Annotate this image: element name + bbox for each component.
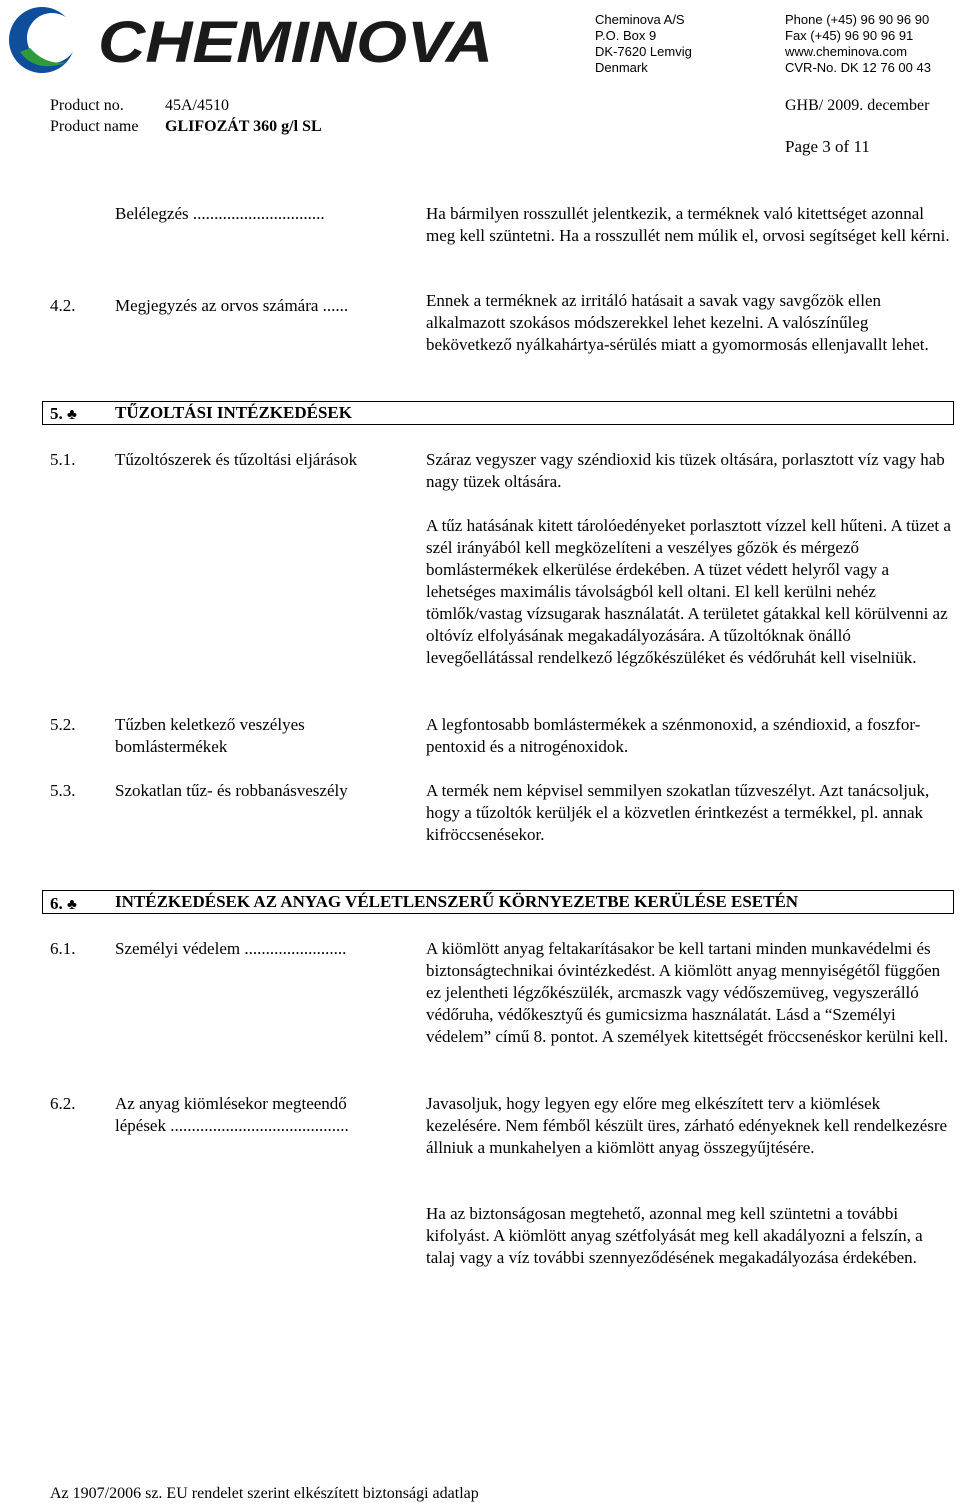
entry-text: Ha bármilyen rosszullét jelentkezik, a terméknek való kitettséget azonnal meg kell szüntetni. Ha a rosszullét nem múlik el, orvosi segítséget kell kérni. <box>426 204 950 245</box>
contact-line: Phone (+45) 96 90 96 90 <box>785 12 930 27</box>
page-indicator: Page 3 of 11 <box>785 137 870 156</box>
item-text: Ha az biztonságosan megtehető, azonnal meg kell szüntetni a további kifolyást. A kiömlött anyag szétfolyását meg kell akadályozni a felszín, a talaj vagy a víz további szennyeződésének megakadályozása érdekében. <box>426 1204 923 1267</box>
product-no-value: 45A/4510 <box>165 97 229 114</box>
company-line: Cheminova A/S <box>595 12 685 27</box>
company-address <box>595 12 692 76</box>
company-line: DK-7620 Lemvig <box>595 44 692 59</box>
product-name-value: GLIFOZÁT 360 g/l SL <box>165 118 322 135</box>
company-contact <box>785 12 931 76</box>
footer-note: Az 1907/2006 sz. EU rendelet szerint elkészített biztonsági adatlap <box>50 1485 479 1502</box>
cheminova-logo <box>6 4 496 76</box>
contact-line: CVR-No. DK 12 76 00 43 <box>785 60 931 75</box>
club-icon: ♣ <box>67 897 77 913</box>
item-number: 6.1. <box>50 939 76 958</box>
section-5-number: 5. ♣ <box>50 404 77 423</box>
company-line: Denmark <box>595 60 648 75</box>
item-text: Javasoljuk, hogy legyen egy előre meg elkészített terv a kiömlések kezelésére. Nem fémből készült üres, zárható edényeknek kell rendelkezésre állniuk a munkahelyen a kiömlött anyag összegyűjtésére. <box>426 1094 948 1157</box>
item-text: Száraz vegyszer vagy széndioxid kis tüzek oltására, porlasztott víz vagy hab nagy tüzek oltására. <box>426 450 945 491</box>
club-icon: ♣ <box>67 407 77 423</box>
item-text: A tűz hatásának kitett tárolóedényeket porlasztott vízzel kell hűteni. A tüzet a szél irányából kell megközelíteni a veszélyes gőzök és mérgező bomlástermékek elkerülése érdekében. A tüzet védett helyről vagy a lehetséges maximális távolságból kell oltani. El kell kerülni nehéz tömlők/vastag vízsugarak használatát. A területet gátakkal kell körülvenni az oltóvíz elfolyásának megakadályozására. A tűzoltóknak önálló levegőellátással rendelkező légzőkészüléket és védőruhát kell viselniük. <box>426 516 951 667</box>
item-text: A legfontosabb bomlástermékek a szénmonoxid, a széndioxid, a foszfor-pentoxid és a nitrogénoxidok. <box>426 715 921 756</box>
entry-number: 4.2. <box>50 296 76 315</box>
ghb-date: GHB/ 2009. december <box>785 97 930 114</box>
product-name-label: Product name <box>50 118 139 135</box>
item-label: Szokatlan tűz- és robbanásveszély <box>115 781 348 800</box>
section-5-title: TŰZOLTÁSI INTÉZKEDÉSEK <box>115 403 352 422</box>
item-label: Személyi védelem ........................ <box>115 939 347 958</box>
item-number: 5.2. <box>50 715 76 734</box>
contact-line: Fax (+45) 96 90 96 91 <box>785 28 914 43</box>
section-6-title: INTÉZKEDÉSEK AZ ANYAG VÉLETLENSZERŰ KÖRNYEZETBE KERÜLÉSE ESETÉN <box>115 892 799 911</box>
item-label: Az anyag kiömlésekor megteendő lépések .......................................... <box>115 1094 349 1135</box>
item-label: Tűzoltószerek és tűzoltási eljárások <box>115 450 358 469</box>
item-label: Tűzben keletkező veszélyes bomlástermékek <box>115 715 305 756</box>
item-number: 5.1. <box>50 450 76 469</box>
item-text: A kiömlött anyag feltakarításakor be kell tartani minden munkavédelmi és biztonságtechnikai óvintézkedést. A kiömlött anyag mennyiségétől függően ez jelentheti légzőkészülék, arcmaszk vagy védőszemüveg, vegyszerálló védőruha, védőkesztyű és gumicsizma használatát. Lásd a “Személyi védelem” című 8. pontot. A személyek kitettségét fröccsenéskor kerülni kell. <box>426 939 949 1046</box>
company-line: P.O. Box 9 <box>595 28 657 43</box>
item-text: A termék nem képvisel semmilyen szokatlan tűzveszélyt. Azt tanácsoljuk, hogy a tűzoltók kerüljék el a közvetlen érintkezést a termékkel, pl. annak kifröccsenésekor. <box>426 781 930 844</box>
entry-label: Megjegyzés az orvos számára ...... <box>115 296 349 315</box>
product-no-label: Product no. <box>50 97 124 114</box>
entry-label: Belélegzés ............................... <box>115 204 325 223</box>
brand-wordmark: CHEMINOVA <box>98 10 493 75</box>
item-number: 6.2. <box>50 1094 76 1113</box>
section-6-number: 6. ♣ <box>50 894 77 913</box>
item-number: 5.3. <box>50 781 76 800</box>
entry-text: Ennek a terméknek az irritáló hatásait a savak vagy savgőzök ellen alkalmazott szokásos módszerekkel lehet kezelni. A valószínűleg bekövetkező nyálkahártya-sérülés miatt a gyomormosás ellenjavallt lehet. <box>426 291 929 354</box>
contact-line: www.cheminova.com <box>785 44 908 59</box>
